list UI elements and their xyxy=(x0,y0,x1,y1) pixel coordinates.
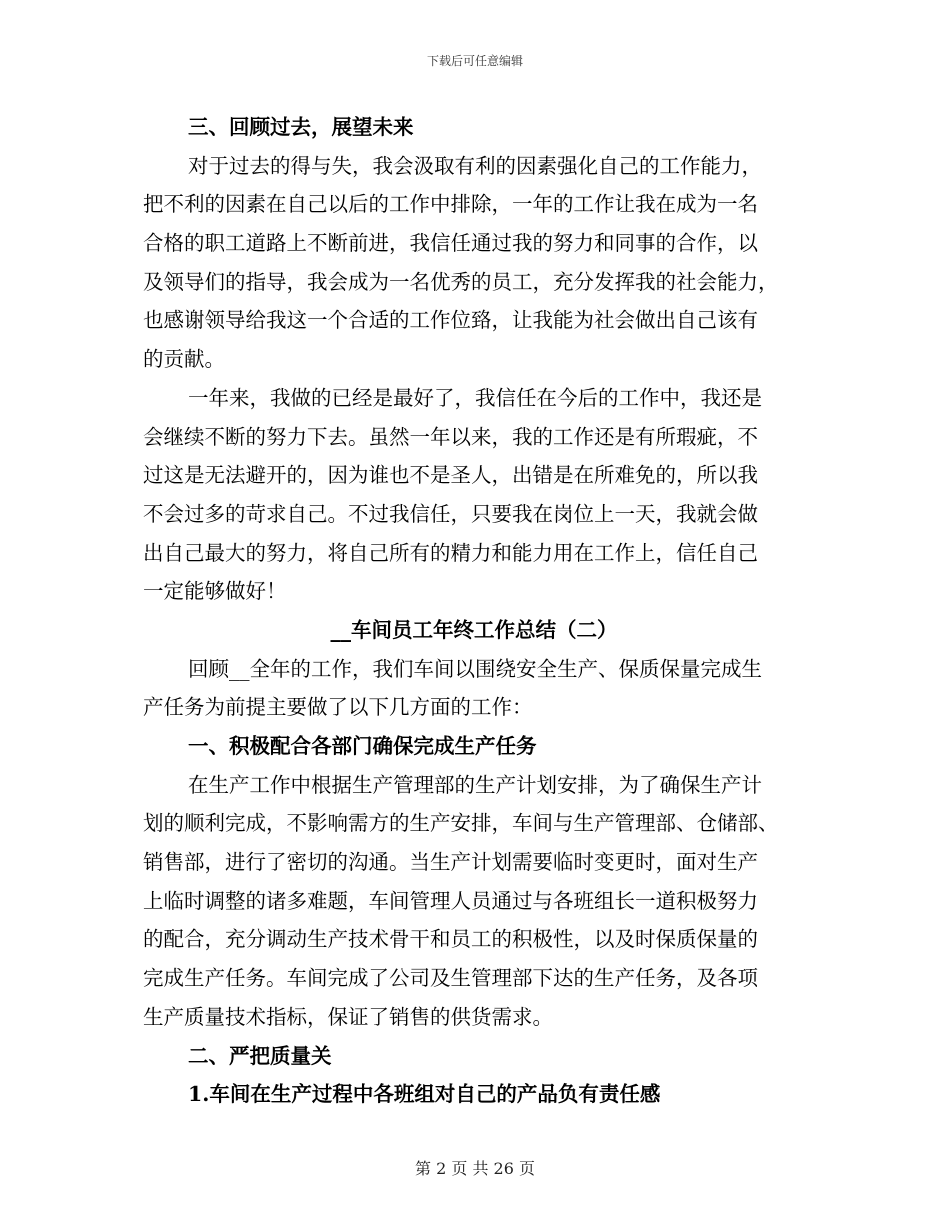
paragraph-line: 销售部，进行了密切的沟通。当生产计划需要临时变更时，面对生产 xyxy=(143,850,758,875)
paragraph-line: 在生产工作中根据生产管理部的生产计划安排，为了确保生产计 xyxy=(188,772,762,797)
paragraph-line: 对于过去的得与失，我会汲取有利的因素强化自己的工作能力， xyxy=(188,153,762,178)
paragraph-line: 出自己最大的努力，将自己所有的精力和能力用在工作上，信任自己 xyxy=(143,540,758,565)
paragraph-line: 完成生产任务。车间完成了公司及生管理部下达的生产任务，及各项 xyxy=(143,966,758,991)
section-heading: 二、严把质量关 xyxy=(188,1043,332,1068)
paragraph-line: 一年来，我做的已经是最好了，我信任在今后的工作中，我还是 xyxy=(188,385,762,410)
paragraph-line: 划的顺利完成，不影响需方的生产安排，车间与生产管理部、仓储部、 xyxy=(143,811,779,836)
paragraph-line: 会继续不断的努力下去。虽然一年以来，我的工作还是有所瑕疵，不 xyxy=(143,424,758,449)
paragraph-line: 及领导们的指导，我会成为一名优秀的员工，充分发挥我的社会能力， xyxy=(143,269,779,294)
page-number: 第 2 页 共 26 页 xyxy=(415,1159,535,1178)
paragraph-line: 的配合，充分调动生产技术骨干和员工的积极性，以及时保质保量的 xyxy=(143,927,758,952)
paragraph-line: 过这是无法避开的，因为谁也不是圣人，出错是在所难免的，所以我 xyxy=(143,463,758,488)
paragraph-line: 不会过多的苛求自己。不过我信任，只要我在岗位上一天，我就会做 xyxy=(143,501,758,526)
section-heading: 三、回顾过去，展望未来 xyxy=(188,115,414,139)
paragraph-line: 合格的职工道路上不断前进，我信任通过我的努力和同事的合作，以 xyxy=(143,231,758,256)
paragraph-line: 回顾__全年的工作，我们车间以围绕安全生产、保质保量完成生 xyxy=(188,656,762,681)
document-title: __车间员工年终工作总结（二） xyxy=(330,617,618,642)
section-heading: 一、积极配合各部门确保完成生产任务 xyxy=(188,734,537,758)
page-header: 下载后可任意编辑 xyxy=(426,54,523,68)
paragraph-line: 的贡献。 xyxy=(143,347,225,372)
paragraph-line: 上临时调整的诸多难题，车间管理人员通过与各班组长一道积极努力 xyxy=(143,888,758,913)
document-body xyxy=(143,108,805,1114)
subsection-heading: 1.车间在生产过程中各班组对自己的产品负有责任感 xyxy=(188,1082,661,1107)
paragraph-line: 也感谢领导给我这一个合适的工作位臵，让我能为社会做出自己该有 xyxy=(143,308,758,333)
paragraph-line: 生产质量技术指标，保证了销售的供货需求。 xyxy=(143,1004,553,1029)
paragraph-line: 产任务为前提主要做了以下几方面的工作： xyxy=(143,695,533,720)
paragraph-line: 把不利的因素在自己以后的工作中排除，一年的工作让我在成为一名 xyxy=(143,192,758,217)
paragraph-line: 一定能够做好！ xyxy=(143,579,287,604)
